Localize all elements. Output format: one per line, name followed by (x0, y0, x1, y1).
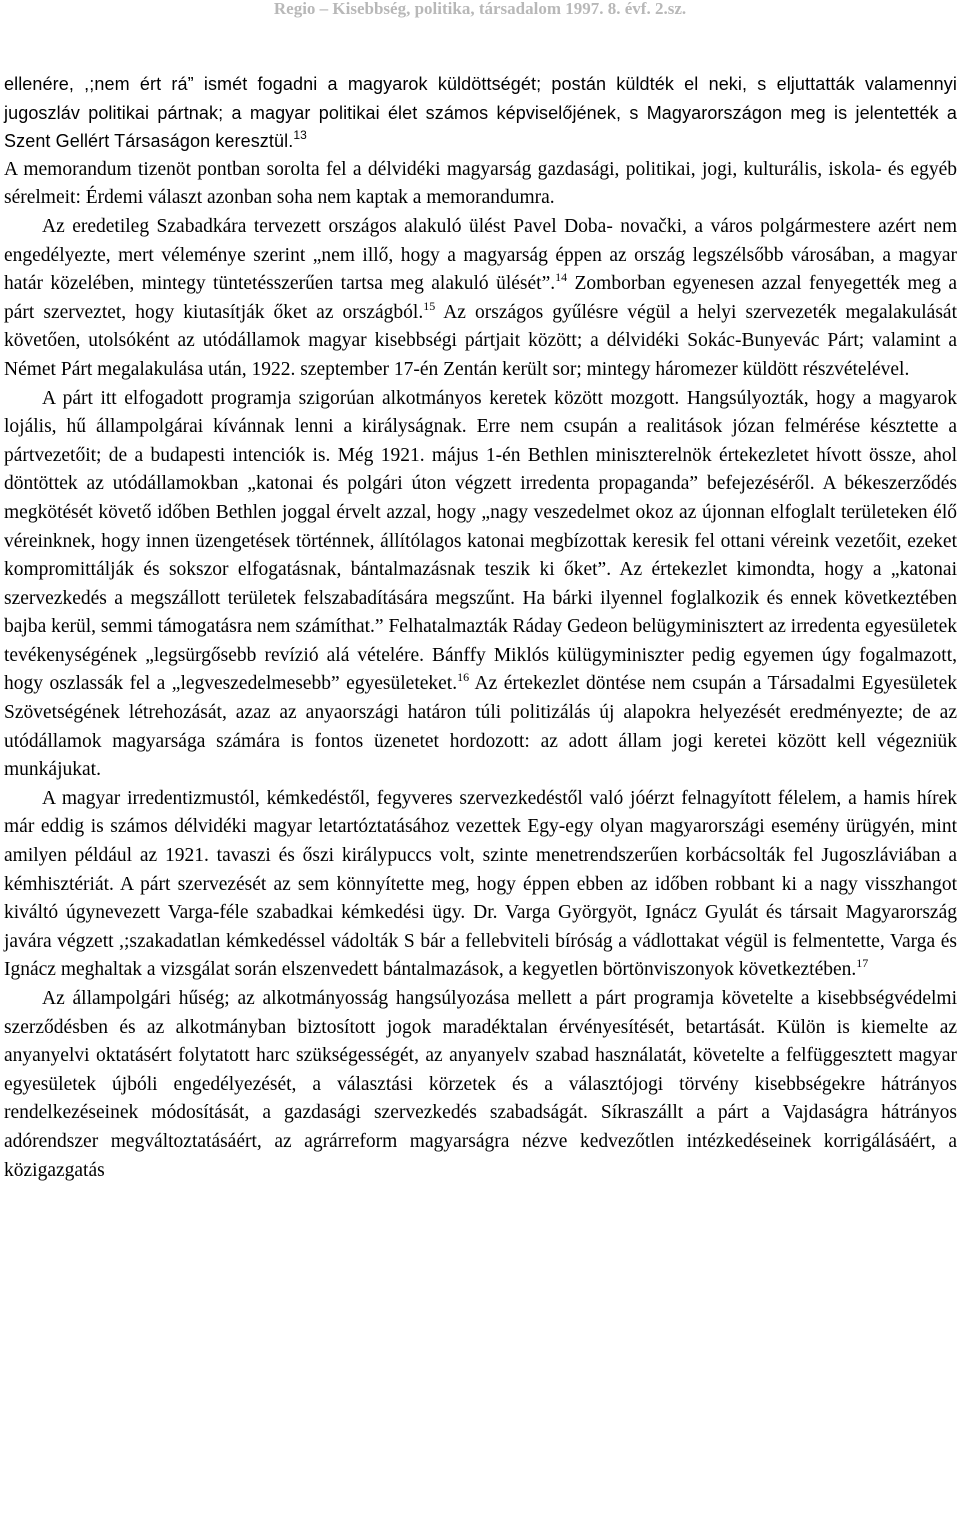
paragraph (4, 70, 957, 156)
paragraph-text: Zomborban egyenesen azzal fenyegették meg a párt szerveztet, hogy kiutasítják őket az országból. (4, 273, 957, 323)
paragraph-text: Az értekezlet döntése nem csupán a Társadalmi Egyesületek Szövetségének létrehozását, azaz az anyaországi határon túli politizálás új alapokra helyezését eredményezte; de az utódállamok magyarsága számára is fontos üzenetet hordozott: az adott állam jogi keretei között kell végezniük munkájukat. (4, 673, 957, 781)
paragraph (4, 213, 957, 385)
paragraph (4, 785, 957, 985)
footnote-marker: 15 (423, 298, 436, 313)
paragraph-text: A párt itt elfogadott programja szigorúan alkotmányos keretek között mozgott. Hangsúlyozták, hogy a magyarok lojális, hű állampolgárai kívánnak lenni a királyságnak. Erre nem csupán a realitások józan felmérése késztette a pártvezetőit; de a budapesti intenciók is. Még 1921. május 1-én Bethlen miniszterelnök értekezletet hívott össze, ahol döntöttek az utódállamokban „katonai és polgári úton végzett irredenta propaganda” befejezéséről. A békeszerződés megkötését követő időben Bethlen joggal érvelt azzal, hogy „nagy veszedelmet okoz az újonnan elfoglalt területeken élő véreinknek, hogy innen üzengetések történnek, állítólagos katonai megbízottak keresik fel ottani véreink vezetőit, ezeket kompromittálják és sokszor elfogatásnak, bántalmazásnak teszik ki őket”. Az értekezlet kimondta, hogy a „katonai szervezkedés a megszállott területek felszabadítására megszűnt. Ha bárki ilyennel foglalkozik és ennek következtében bajba kerül, semmi támogatásra nem számíthat.” Felhatalmazták Ráday Gedeon belügyminisztert az irredenta egyesületek tevékenységének „legsürgősebb revízió alá vételére. Bánffy Miklós külügyminiszter pedig egyemen úgy fogalmazott, hogy oszlassák fel a „legveszedelmesebb” egyesületeket. (4, 387, 957, 695)
paragraph-text: Az országos gyűlésre végül a helyi szervezeték megalakulását követően, utolsóként az utódállamok magyar kisebbségi pártjait között; a délvidéki Sokác-Bunyevác Párt; valamint a Német Párt megalakulása után, 1922. szeptember 17-én Zentán került sor; mintegy háromezer küldött részvételével. (4, 301, 957, 380)
page-header: Regio – Kisebbség, politika, társadalom 1997. 8. évf. 2.sz. (273, 0, 687, 18)
paragraph (4, 385, 957, 785)
paragraph-text: Az eredetileg Szabadkára tervezett országos alakuló ülést Pavel Doba- novački, a város polgármestere azért nem engedélyezte, mert véleménye szerint „nem illő, hogy a magyarság éppen az ország legszélsőbb városában, a magyar határ közelében, mintegy tüntetésszerűen tartsa meg alakuló ülését”. (4, 215, 957, 295)
footnote-marker: 17 (856, 956, 869, 971)
paragraph-text: A magyar irredentizmustól, kémkedéstől, fegyveres szervezkedéstől való jóérzt felnagyított félelem, a hamis hírek már eddig is számos délvidéki magyar letartóztatásához vezettek Egy-egy olyan magyarországi esemény ürügyén, mint amilyen például az 1921. tavaszi és őszi királypuccs volt, szinte menetrendszerűen korbácsolták fel Jugoszláviában a kémhisztériát. A párt szervezését az sem könnyítette meg, hogy éppen ebben az időben robbant ki a nagy visszhangot kiváltó úgynevezett Varga-féle szabadkai kémkedési ügy. Dr. Varga Györgyöt, Ignácz Gyulát és társait Magyarország javára végzett ,;szakadatlan kémkedéssel vádolták S bár a fellebviteli bíróság a vádlottakat végül is felmentette, Varga és Ignácz meghaltak a vizsgálat során elszenvedett bántalmazások, a kegyetlen börtönviszonyok következtében. (4, 787, 957, 981)
paragraph-text: A memorandum tizenöt pontban sorolta fel a délvidéki magyarság gazdasági, politikai, jogi, kulturális, iskola- és egyéb sérelmeit: Érdemi választ azonban soha nem kaptak a memorandumra. (4, 158, 957, 209)
document-body (4, 70, 957, 1185)
paragraph (4, 156, 957, 213)
paragraph-text: ellenére, ,;nem ért rá” ismét fogadni a magyarok küldöttségét; postán küldték el neki, s eljuttatták valamennyi jugoszláv politikai pártnak; a magyar politikai élet számos képviselőjének, s Magyarországon meg is jelentették a Szent Gellért Társaságon keresztül. (4, 74, 957, 152)
paragraph-text: Az állampolgári hűség; az alkotmányosság hangsúlyozása mellett a párt programja követelte a kisebbségvédelmi szerződésben és az alkotmányban biztosított jogok maradéktalan érvényesítését, betartását. Külön is kiemelte az anyanyelvi oktatásért folytatott harc szükségességét, az anyanyelv szabad használatát, követelte a felfüggesztett magyar egyesületek újbóli engedélyezését, a választási körzetek és a választójogi törvény kisebbségekre hátrányos rendelkezéseinek módosítását, a gazdasági szervezkedés szabadságát. Síkraszállt a párt a Vajdaságra hátrányos adórendszer megváltoztatásáért, az agrárreform magyarságra nézve kedvezőtlen intézkedéseinek korrigálásáért, a közigazgatás (4, 988, 957, 1181)
paragraph (4, 985, 957, 1185)
footnote-marker: 16 (457, 670, 470, 685)
footnote-marker: 13 (293, 128, 307, 143)
footnote-marker: 14 (555, 270, 568, 285)
